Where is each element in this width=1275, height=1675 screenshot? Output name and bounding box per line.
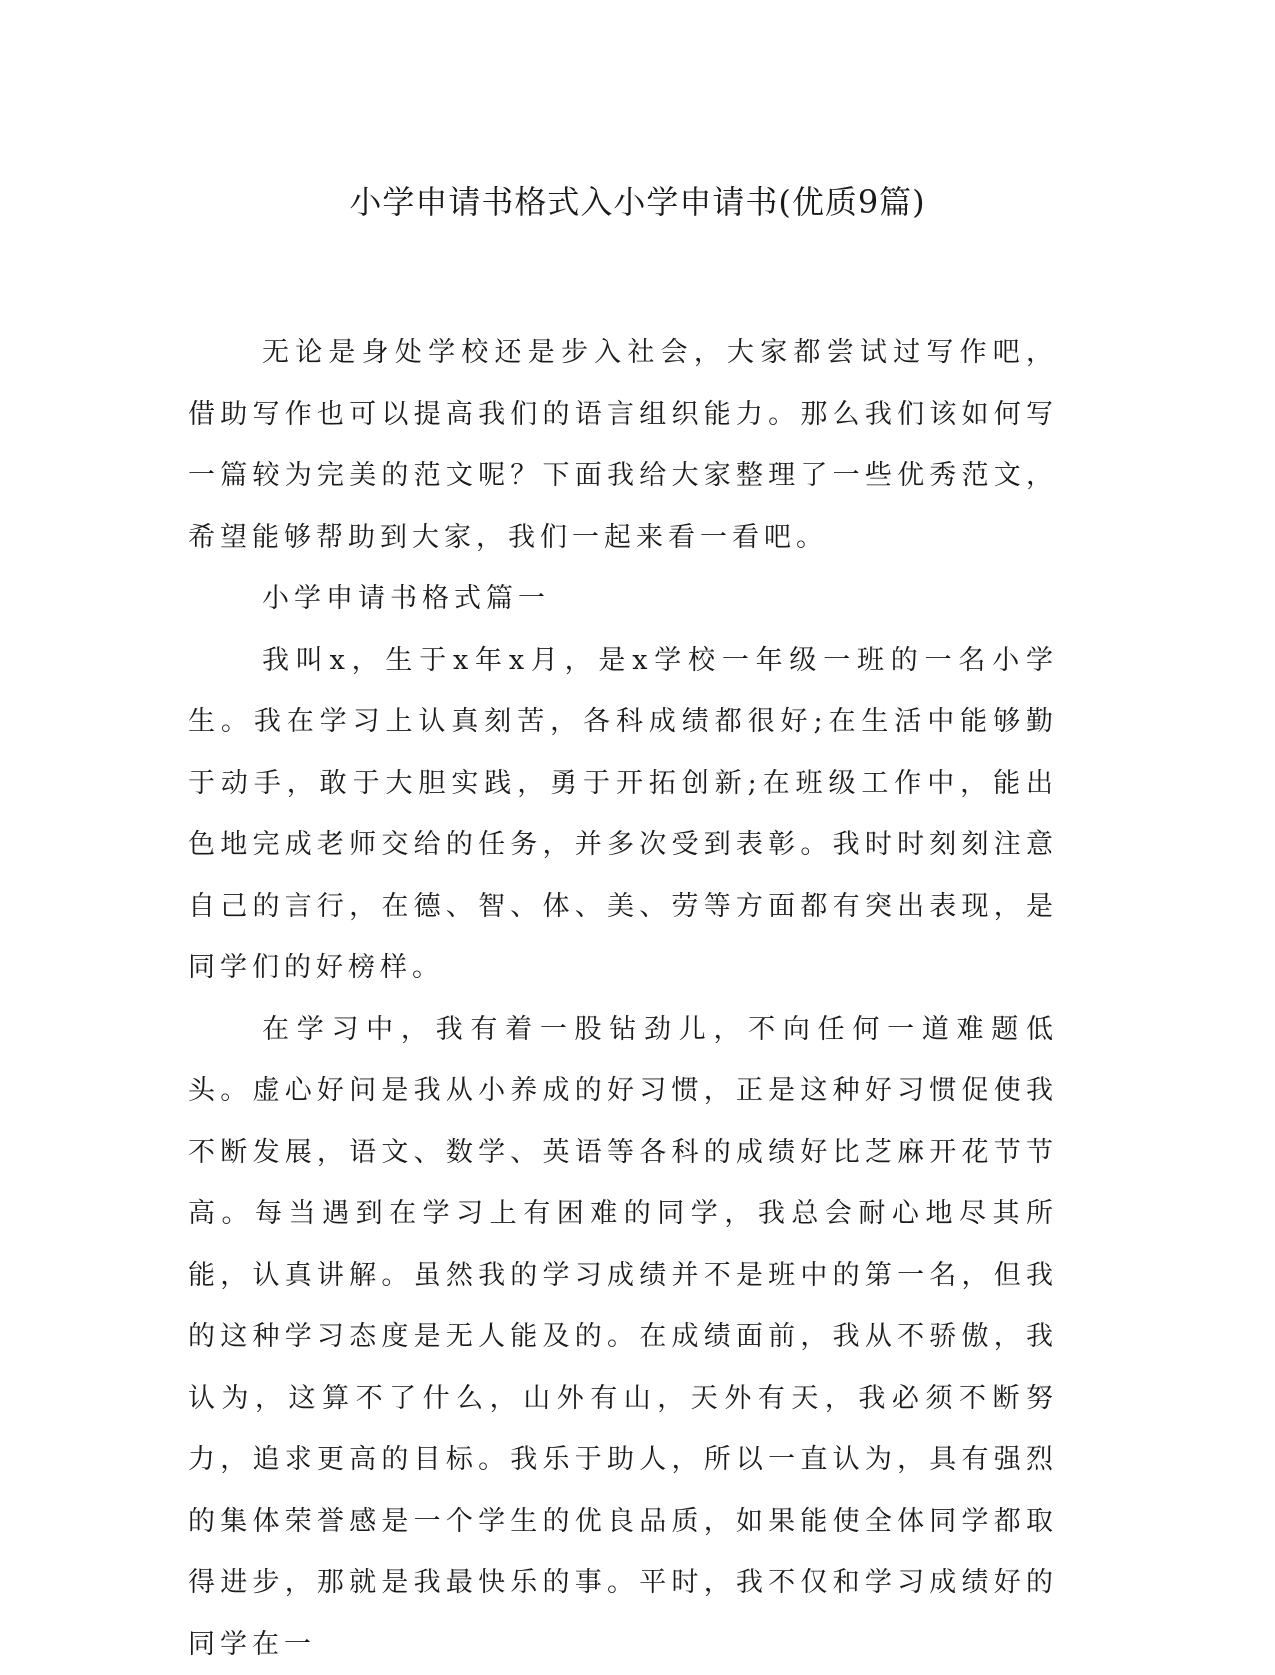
body-paragraph: 在学习中，我有着一股钻劲儿，不向任何一道难题低头。虚心好问是我从小养成的好习惯，正是这种好习惯促使我不断发展，语文、数学、英语等各科的成绩好比芝麻开花节节高。每当遇到在学习上有困难的同学，我总会耐心地尽其所能，认真讲解。虽然我的学习成绩并不是班中的第一名，但我的这种学习态度是无人能及的。在成绩面前，我从不骄傲，我认为，这算不了什么，山外有山，天外有天，我必须不断努力，追求更高的目标。我乐于助人，所以一直认为，具有强烈的集体荣誉感是一个学生的优良品质，如果能使全体同学都取得进步，那就是我最快乐的事。平时，我不仅和学习成绩好的同学在一 <box>188 999 1058 1675</box>
document-body <box>188 322 1058 1675</box>
section-heading: 小学申请书格式篇一 <box>188 568 1058 630</box>
intro-paragraph: 无论是身处学校还是步入社会，大家都尝试过写作吧，借助写作也可以提高我们的语言组织能力。那么我们该如何写一篇较为完美的范文呢？下面我给大家整理了一些优秀范文，希望能够帮助到大家，我们一起来看一看吧。 <box>188 322 1058 568</box>
body-paragraph: 我叫x，生于x年x月，是x学校一年级一班的一名小学生。我在学习上认真刻苦，各科成绩都很好;在生活中能够勤于动手，敢于大胆实践，勇于开拓创新;在班级工作中，能出色地完成老师交给的任务，并多次受到表彰。我时时刻刻注意自己的言行，在德、智、体、美、劳等方面都有突出表现，是同学们的好榜样。 <box>188 630 1058 999</box>
document-title: 小学申请书格式入小学申请书(优质9篇) <box>0 180 1275 224</box>
